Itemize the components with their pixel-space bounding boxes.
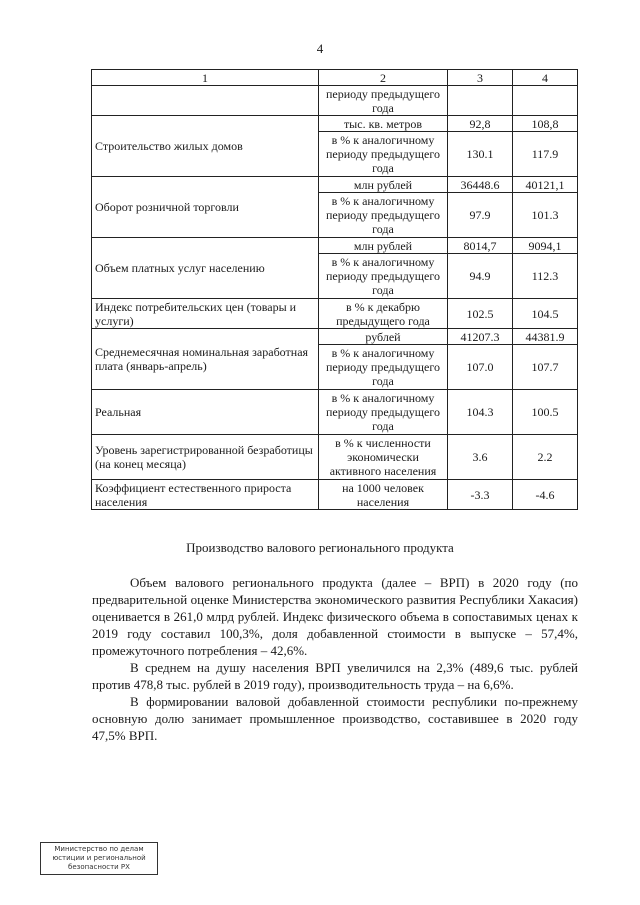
paragraph: В среднем на душу населения ВРП увеличился на 2,3% (489,6 тыс. рублей против 478,8 тыс. рублей в 2019 году), производительность труда – на 6,6%.: [92, 660, 578, 692]
value-cell: 117.9: [513, 132, 578, 177]
value-cell: 9094,1: [513, 238, 578, 254]
unit-cell: в % к декабрю предыдущего года: [319, 299, 448, 329]
page-number: 4: [316, 41, 324, 56]
indicator-cell: Строительство жилых домов: [92, 116, 319, 177]
value-cell: 107.7: [513, 345, 578, 390]
indicator-cell: Оборот розничной торговли: [92, 177, 319, 238]
unit-cell: рублей: [319, 329, 448, 345]
unit-cell: в % к аналогичному периоду предыдущего года: [319, 345, 448, 390]
value-cell: 3.6: [448, 435, 513, 480]
indicator-cell: [92, 86, 319, 116]
value-cell: -3.3: [448, 480, 513, 510]
section-body: [92, 574, 578, 744]
value-cell: 97.9: [448, 193, 513, 238]
registration-stamp: Министерство по делам юстиции и региональной безопасности РХ: [40, 842, 158, 875]
table-row: [92, 238, 578, 254]
value-cell: [513, 86, 578, 116]
value-cell: 94.9: [448, 254, 513, 299]
unit-cell: в % к аналогичному периоду предыдущего года: [319, 132, 448, 177]
column-header: 2: [319, 70, 448, 86]
value-cell: 104.3: [448, 390, 513, 435]
value-cell: 44381.9: [513, 329, 578, 345]
value-cell: 2.2: [513, 435, 578, 480]
value-cell: 102.5: [448, 299, 513, 329]
value-cell: 108,8: [513, 116, 578, 132]
indicator-cell: Коэффициент естественного прироста населения: [92, 480, 319, 510]
table-body: [92, 86, 578, 510]
table-row: [92, 329, 578, 345]
statistics-table: [91, 69, 578, 510]
table-row: [92, 390, 578, 435]
table-row: [92, 480, 578, 510]
table-row: [92, 116, 578, 132]
table-header-row: [92, 70, 578, 86]
value-cell: 92,8: [448, 116, 513, 132]
value-cell: -4.6: [513, 480, 578, 510]
column-header: 4: [513, 70, 578, 86]
unit-cell: млн рублей: [319, 177, 448, 193]
unit-cell: в % к аналогичному периоду предыдущего года: [319, 193, 448, 238]
column-header: 1: [92, 70, 319, 86]
paragraph: Объем валового регионального продукта (далее – ВРП) в 2020 году (по предварительной оценке Министерства экономического развития Республики Хакасия) оценивается в 261,0 млрд рублей. Индекс физического объема в сопоставимых ценах к 2019 году составил 100,3%, доля добавленной стоимости в выпуске – 57,4%, промежуточного потребления – 42,6%.: [92, 575, 578, 658]
unit-cell: тыс. кв. метров: [319, 116, 448, 132]
value-cell: 40121,1: [513, 177, 578, 193]
unit-cell: в % к аналогичному периоду предыдущего года: [319, 390, 448, 435]
table-row: [92, 299, 578, 329]
value-cell: 36448.6: [448, 177, 513, 193]
value-cell: 104.5: [513, 299, 578, 329]
table-row: [92, 435, 578, 480]
value-cell: 41207.3: [448, 329, 513, 345]
unit-cell: на 1000 человек населения: [319, 480, 448, 510]
unit-cell: периоду предыдущего года: [319, 86, 448, 116]
value-cell: 130.1: [448, 132, 513, 177]
indicator-cell: Уровень зарегистрированной безработицы (на конец месяца): [92, 435, 319, 480]
indicator-cell: Объем платных услуг населению: [92, 238, 319, 299]
table-row: [92, 177, 578, 193]
value-cell: [448, 86, 513, 116]
unit-cell: в % к аналогичному периоду предыдущего года: [319, 254, 448, 299]
value-cell: 8014,7: [448, 238, 513, 254]
table-row: [92, 86, 578, 116]
paragraph: В формировании валовой добавленной стоимости республики по-прежнему основную долю занимает промышленное производство, составившее в 2020 году 47,5% ВРП.: [92, 694, 578, 743]
unit-cell: в % к численности экономически активного населения: [319, 435, 448, 480]
value-cell: 112.3: [513, 254, 578, 299]
value-cell: 101.3: [513, 193, 578, 238]
section-title: Производство валового регионального продукта: [186, 540, 454, 555]
value-cell: 100.5: [513, 390, 578, 435]
column-header: 3: [448, 70, 513, 86]
value-cell: 107.0: [448, 345, 513, 390]
indicator-cell: Среднемесячная номинальная заработная плата (январь-апрель): [92, 329, 319, 390]
indicator-cell: Индекс потребительских цен (товары и услуги): [92, 299, 319, 329]
unit-cell: млн рублей: [319, 238, 448, 254]
indicator-cell: Реальная: [92, 390, 319, 435]
